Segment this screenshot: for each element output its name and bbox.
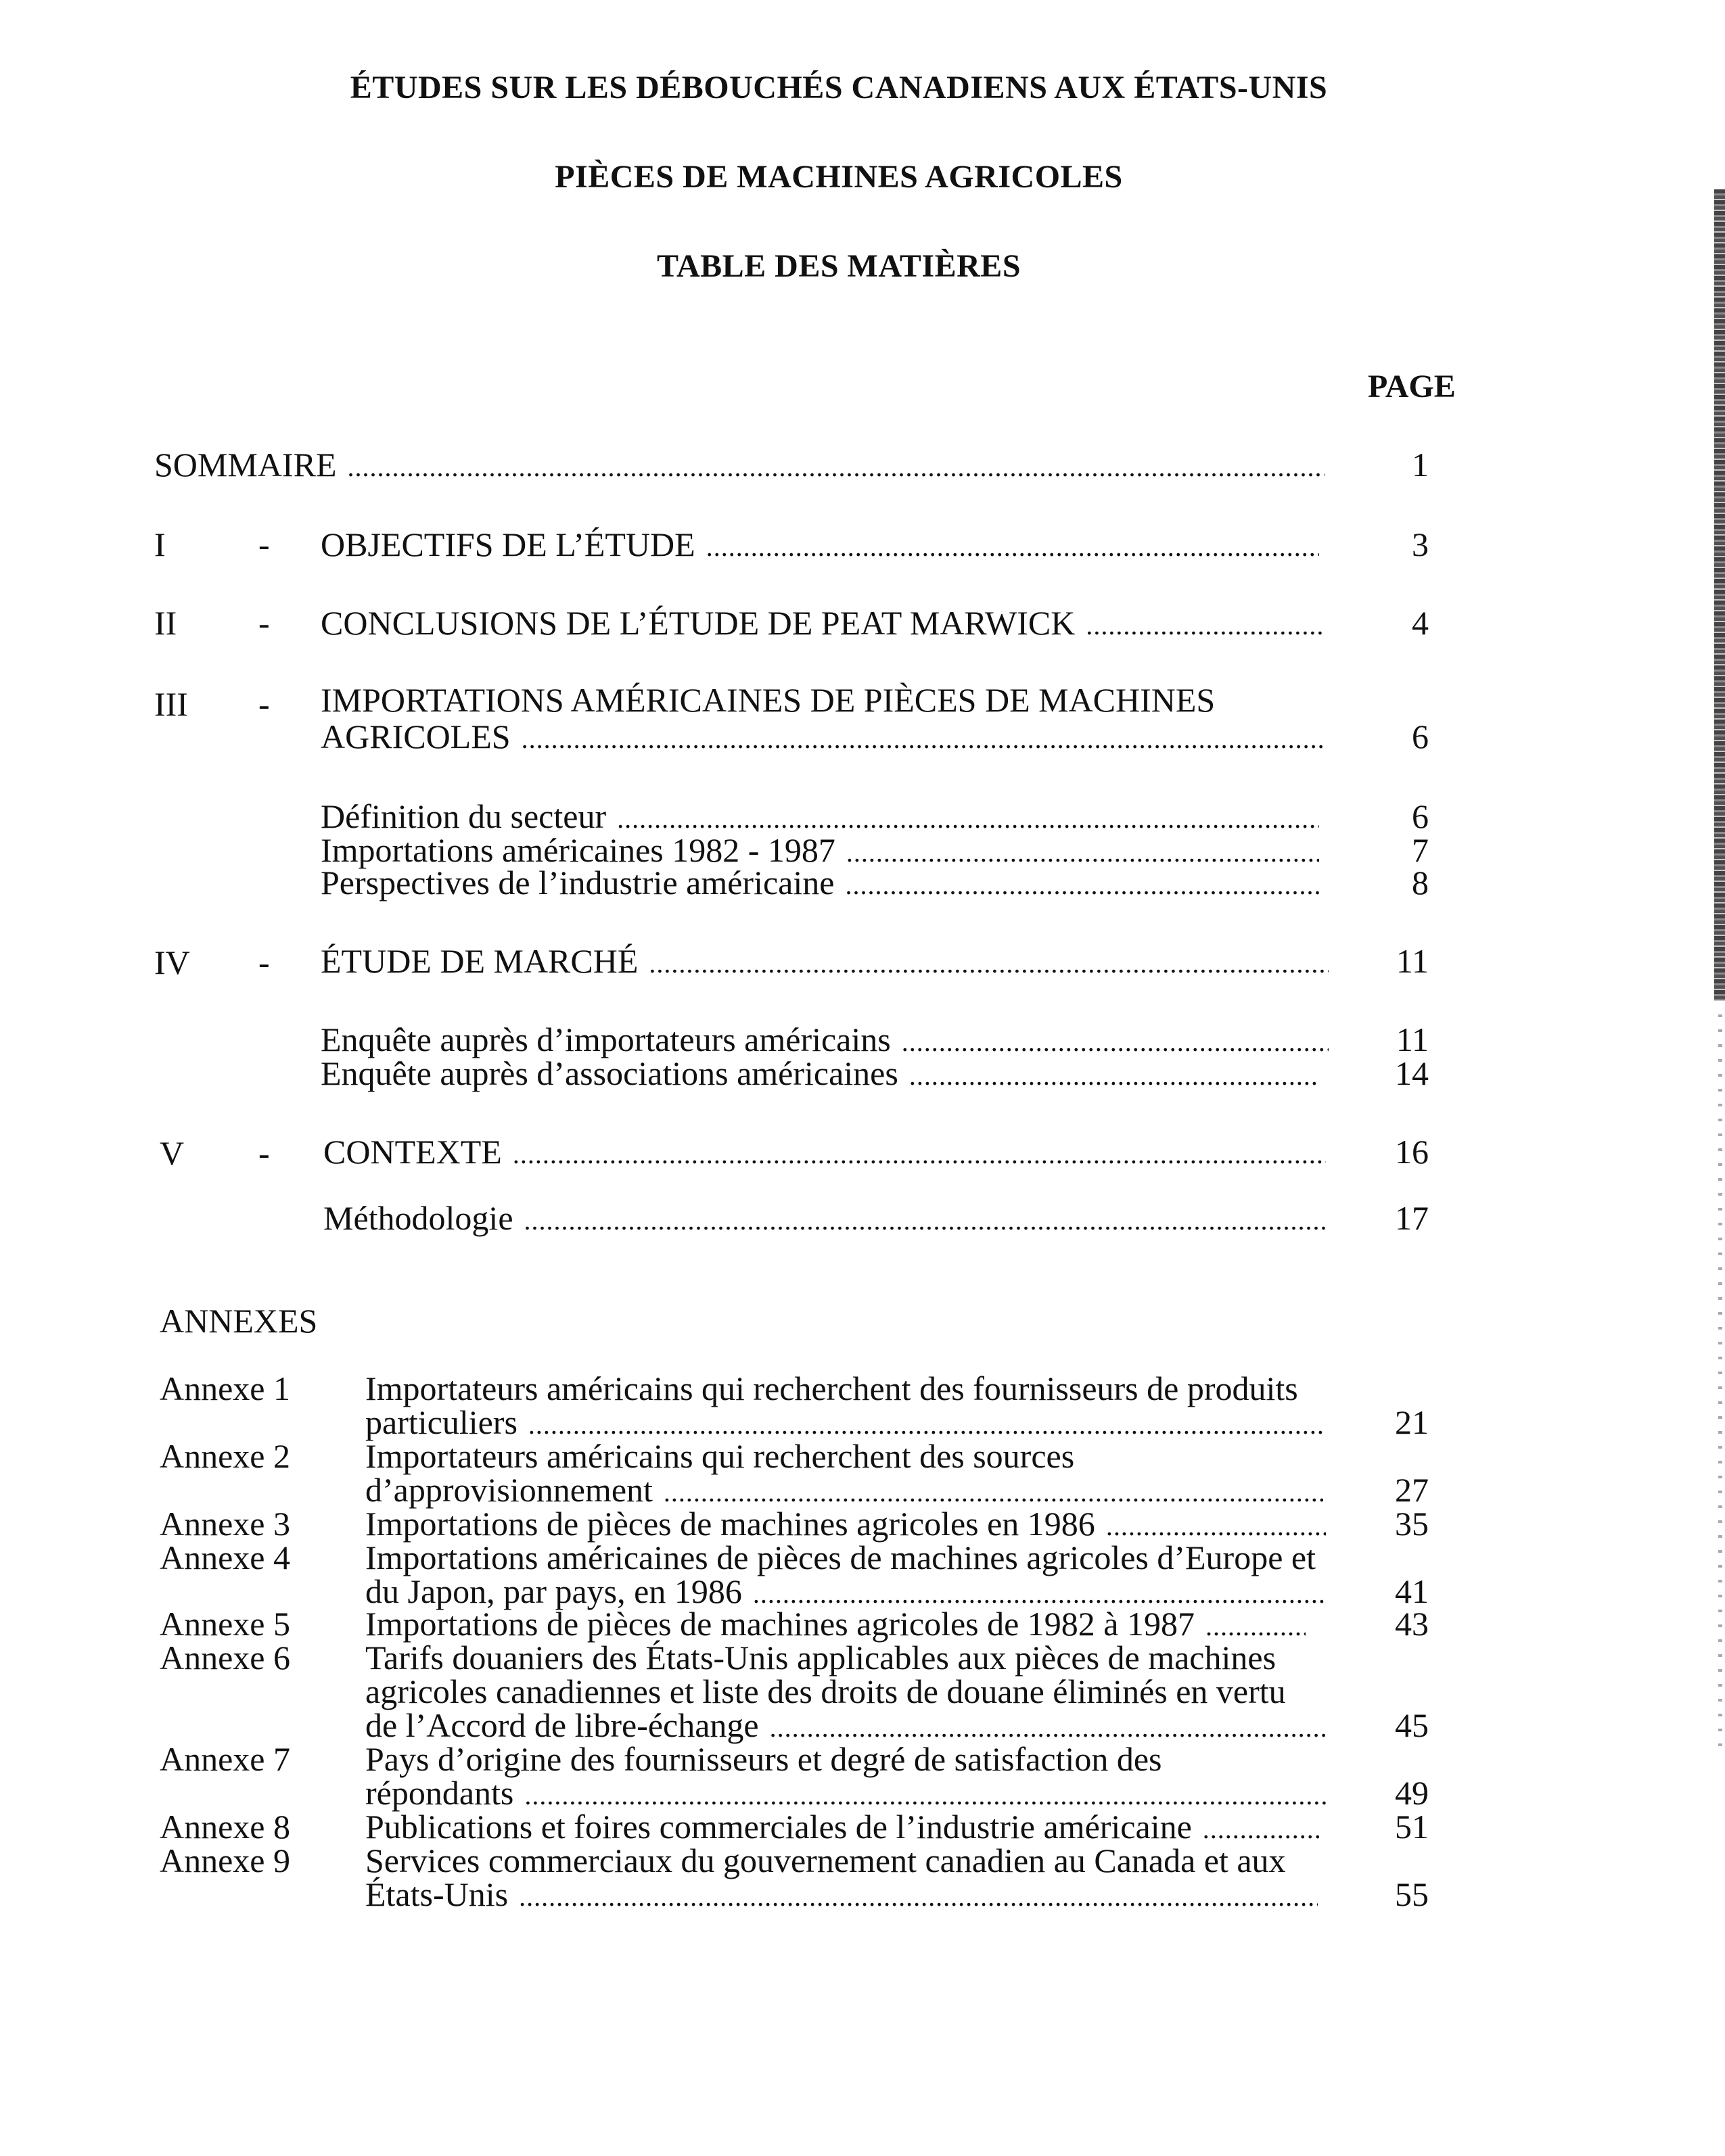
section-dash: - bbox=[258, 943, 270, 981]
annex-page-number: 45 bbox=[1395, 1706, 1429, 1744]
dot-leader bbox=[902, 1029, 1329, 1056]
toc-page-number: 7 bbox=[1412, 831, 1429, 869]
annex-text-line: Importations américaines de pièces de machines agricoles d’Europe et bbox=[365, 1539, 1316, 1576]
toc-entry-importations bbox=[321, 720, 1326, 753]
section-number: I bbox=[154, 525, 166, 563]
toc-entry-conclusions bbox=[321, 606, 1326, 640]
toc-subentry-label: Définition du secteur bbox=[321, 797, 607, 835]
toc-page-number: 16 bbox=[1395, 1133, 1429, 1171]
toc-entry-label-line2: AGRICOLES bbox=[321, 718, 511, 755]
annex-text-line: répondants bbox=[365, 1774, 514, 1812]
annex-text-line: Tarifs douaniers des États-Unis applicables aux pièces de machines bbox=[365, 1639, 1276, 1677]
document-title: ÉTUDES SUR LES DÉBOUCHÉS CANADIENS AUX ÉTATS-UNIS bbox=[350, 70, 1328, 106]
annex-page-number: 51 bbox=[1395, 1808, 1429, 1846]
annex-label: Annexe 5 bbox=[160, 1605, 290, 1643]
annex-entry bbox=[365, 1405, 1326, 1439]
dot-leader bbox=[909, 1062, 1319, 1089]
dot-leader bbox=[845, 872, 1319, 899]
dot-leader bbox=[846, 839, 1319, 866]
annex-entry bbox=[365, 1708, 1326, 1742]
toc-page-number: 1 bbox=[1412, 446, 1429, 484]
annex-entry bbox=[365, 1776, 1326, 1810]
annex-entry bbox=[365, 1473, 1323, 1507]
toc-entry-label: CONCLUSIONS DE L’ÉTUDE DE PEAT MARWICK bbox=[321, 604, 1076, 642]
dot-leader bbox=[664, 1479, 1323, 1506]
toc-page-number: 6 bbox=[1412, 718, 1429, 755]
annex-entry bbox=[365, 1810, 1320, 1844]
annex-label: Annexe 9 bbox=[160, 1842, 290, 1879]
annex-label: Annexe 4 bbox=[160, 1539, 290, 1576]
annex-text-line: Pays d’origine des fournisseurs et degré de satisfaction des bbox=[365, 1740, 1162, 1778]
section-dash: - bbox=[258, 685, 270, 723]
annex-page-number: 43 bbox=[1395, 1605, 1429, 1643]
annex-page-number: 27 bbox=[1395, 1471, 1429, 1509]
toc-subentry-label: Enquête auprès d’associations américaines bbox=[321, 1054, 898, 1092]
toc-subentry bbox=[321, 1056, 1319, 1090]
toc-page-number: 14 bbox=[1395, 1054, 1429, 1092]
annex-entry bbox=[365, 1507, 1326, 1541]
dot-leader bbox=[706, 534, 1319, 561]
annex-page-number: 41 bbox=[1395, 1572, 1429, 1610]
annex-text-line: agricoles canadiennes et liste des droits de douane éliminés en vertu bbox=[365, 1672, 1286, 1710]
page-column-label: PAGE bbox=[1368, 369, 1456, 404]
dot-leader bbox=[524, 1207, 1326, 1234]
annex-text-line: de l’Accord de libre-échange bbox=[365, 1706, 759, 1744]
annexes-title: ANNEXES bbox=[160, 1302, 318, 1340]
dot-leader bbox=[347, 454, 1325, 481]
dot-leader bbox=[528, 1411, 1326, 1438]
annex-entry bbox=[365, 1574, 1326, 1608]
toc-entry-contexte bbox=[323, 1135, 1326, 1169]
toc-entry-label: ÉTUDE DE MARCHÉ bbox=[321, 942, 639, 980]
toc-subentry bbox=[321, 1023, 1329, 1056]
toc-entry-label: SOMMAIRE bbox=[154, 446, 337, 484]
annex-text-line: Importateurs américains qui recherchent des fournisseurs de produits bbox=[365, 1369, 1298, 1407]
toc-subentry-label: Importations américaines 1982 - 1987 bbox=[321, 831, 835, 869]
annex-label: Annexe 7 bbox=[160, 1740, 290, 1778]
toc-entry-etude-de-marche bbox=[321, 944, 1329, 978]
section-number: III bbox=[154, 685, 188, 723]
scan-edge-artifact-lower bbox=[1718, 1014, 1722, 1758]
dot-leader bbox=[770, 1714, 1326, 1741]
dot-leader bbox=[513, 1141, 1326, 1168]
toc-page-number: 17 bbox=[1395, 1199, 1429, 1237]
dot-leader bbox=[1203, 1816, 1320, 1843]
toc-entry-objectifs bbox=[321, 525, 1319, 563]
annex-page-number: 21 bbox=[1395, 1403, 1429, 1441]
dot-leader bbox=[522, 726, 1326, 753]
annex-text-line: du Japon, par pays, en 1986 bbox=[365, 1572, 742, 1610]
annex-label: Annexe 2 bbox=[160, 1437, 290, 1475]
annex-label: Annexe 6 bbox=[160, 1639, 290, 1677]
toc-heading: TABLE DES MATIÈRES bbox=[656, 248, 1021, 284]
dot-leader bbox=[753, 1580, 1326, 1608]
annex-text-line: Importations de pièces de machines agricoles en 1986 bbox=[365, 1505, 1095, 1543]
document-subtitle: PIÈCES DE MACHINES AGRICOLES bbox=[555, 159, 1123, 195]
toc-subentry bbox=[323, 1201, 1326, 1235]
dot-leader bbox=[1205, 1613, 1306, 1640]
annex-label: Annexe 8 bbox=[160, 1808, 290, 1846]
toc-entry-sommaire bbox=[154, 448, 1325, 482]
toc-subentry bbox=[321, 799, 1319, 833]
section-dash: - bbox=[258, 525, 270, 563]
toc-subentry-label: Méthodologie bbox=[323, 1199, 513, 1237]
annex-text-line: d’approvisionnement bbox=[365, 1471, 653, 1509]
toc-entry-label: OBJECTIFS DE L’ÉTUDE bbox=[321, 525, 695, 563]
toc-page-number: 11 bbox=[1396, 1021, 1429, 1058]
section-number: IV bbox=[154, 943, 190, 981]
annex-text-line: États-Unis bbox=[365, 1875, 509, 1913]
annex-entry bbox=[365, 1607, 1306, 1641]
toc-subentry-label: Perspectives de l’industrie américaine bbox=[321, 864, 835, 901]
annex-text-line: particuliers bbox=[365, 1403, 518, 1441]
annex-text-line: Importations de pièces de machines agricoles de 1982 à 1987 bbox=[365, 1605, 1195, 1643]
toc-subentry bbox=[321, 866, 1319, 899]
annex-text-line: Publications et foires commerciales de l’industrie américaine bbox=[365, 1808, 1192, 1846]
dot-leader bbox=[617, 805, 1319, 833]
dot-leader bbox=[1086, 612, 1326, 639]
section-number: II bbox=[154, 604, 177, 642]
toc-entry-label: CONTEXTE bbox=[323, 1133, 502, 1171]
annex-page-number: 35 bbox=[1395, 1505, 1429, 1543]
dot-leader bbox=[524, 1782, 1326, 1809]
toc-page-number: 4 bbox=[1412, 604, 1429, 642]
annex-label: Annexe 3 bbox=[160, 1505, 290, 1543]
toc-page-number: 6 bbox=[1412, 797, 1429, 835]
annex-entry bbox=[365, 1877, 1318, 1911]
annex-page-number: 55 bbox=[1395, 1875, 1429, 1913]
dot-leader bbox=[519, 1883, 1318, 1911]
section-number: V bbox=[160, 1134, 185, 1172]
toc-subentry-label: Enquête auprès d’importateurs américains bbox=[321, 1021, 891, 1058]
toc-page-number: 11 bbox=[1396, 942, 1429, 980]
toc-subentry bbox=[321, 833, 1319, 867]
scan-edge-artifact bbox=[1714, 189, 1725, 1001]
toc-entry-label-line1: IMPORTATIONS AMÉRICAINES DE PIÈCES DE MACHINES bbox=[321, 681, 1216, 719]
annex-page-number: 49 bbox=[1395, 1774, 1429, 1812]
annex-text-line: Services commerciaux du gouvernement canadien au Canada et aux bbox=[365, 1842, 1286, 1879]
section-dash: - bbox=[258, 604, 270, 642]
dot-leader bbox=[1106, 1513, 1326, 1540]
toc-page-number: 3 bbox=[1412, 525, 1429, 563]
toc-page-number: 8 bbox=[1412, 864, 1429, 901]
annex-label: Annexe 1 bbox=[160, 1369, 290, 1407]
annex-text-line: Importateurs américains qui recherchent des sources bbox=[365, 1437, 1075, 1475]
dot-leader bbox=[649, 950, 1329, 977]
section-dash: - bbox=[258, 1134, 270, 1172]
